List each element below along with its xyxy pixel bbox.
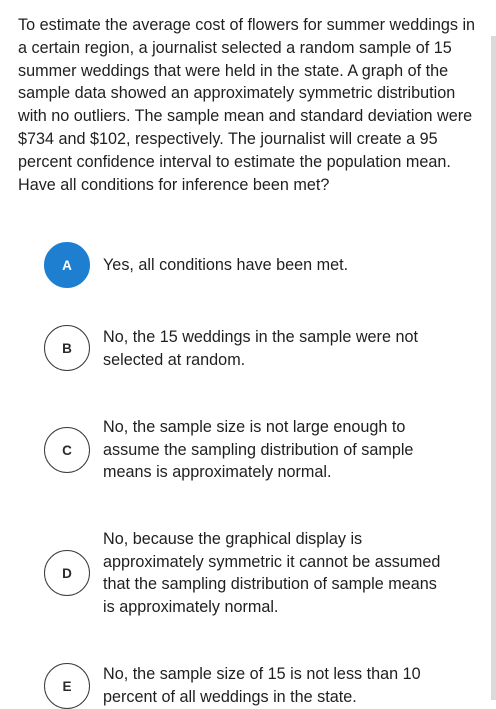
question-text: To estimate the average cost of flowers for summer weddings in a certain region, a journalist selected a random sample of 15 summer weddings that were held in the state. A graph of the sample data showed an approximately symmetric distribution with no outliers. The sample mean and standard deviation were $734 and $102, respectively. The journalist will create a 95 percent confidence interval to estimate the population mean. Have all conditions for inference been met? xyxy=(18,16,476,194)
choice-b-text[interactable]: No, the 15 weddings in the sample were not selected at random. xyxy=(103,328,418,369)
scrollbar[interactable] xyxy=(491,36,496,700)
choice-e-badge[interactable]: E xyxy=(44,663,90,709)
choice-c-text[interactable]: No, the sample size is not large enough to assume the sampling distribution of sample means is approximately normal. xyxy=(103,418,414,481)
choice-d-badge[interactable]: D xyxy=(44,550,90,596)
choice-c-badge[interactable]: C xyxy=(44,427,90,473)
choice-a-text[interactable]: Yes, all conditions have been met. xyxy=(103,256,349,274)
choice-d-text[interactable]: No, because the graphical display is approximately symmetric it cannot be assumed that the sampling distribution of sample means is approximately normal. xyxy=(103,530,441,616)
choice-e-text[interactable]: No, the sample size of 15 is not less than 10 percent of all weddings in the state. xyxy=(103,665,421,706)
choice-b-badge[interactable]: B xyxy=(44,325,90,371)
choice-a-badge[interactable]: A xyxy=(44,242,90,288)
